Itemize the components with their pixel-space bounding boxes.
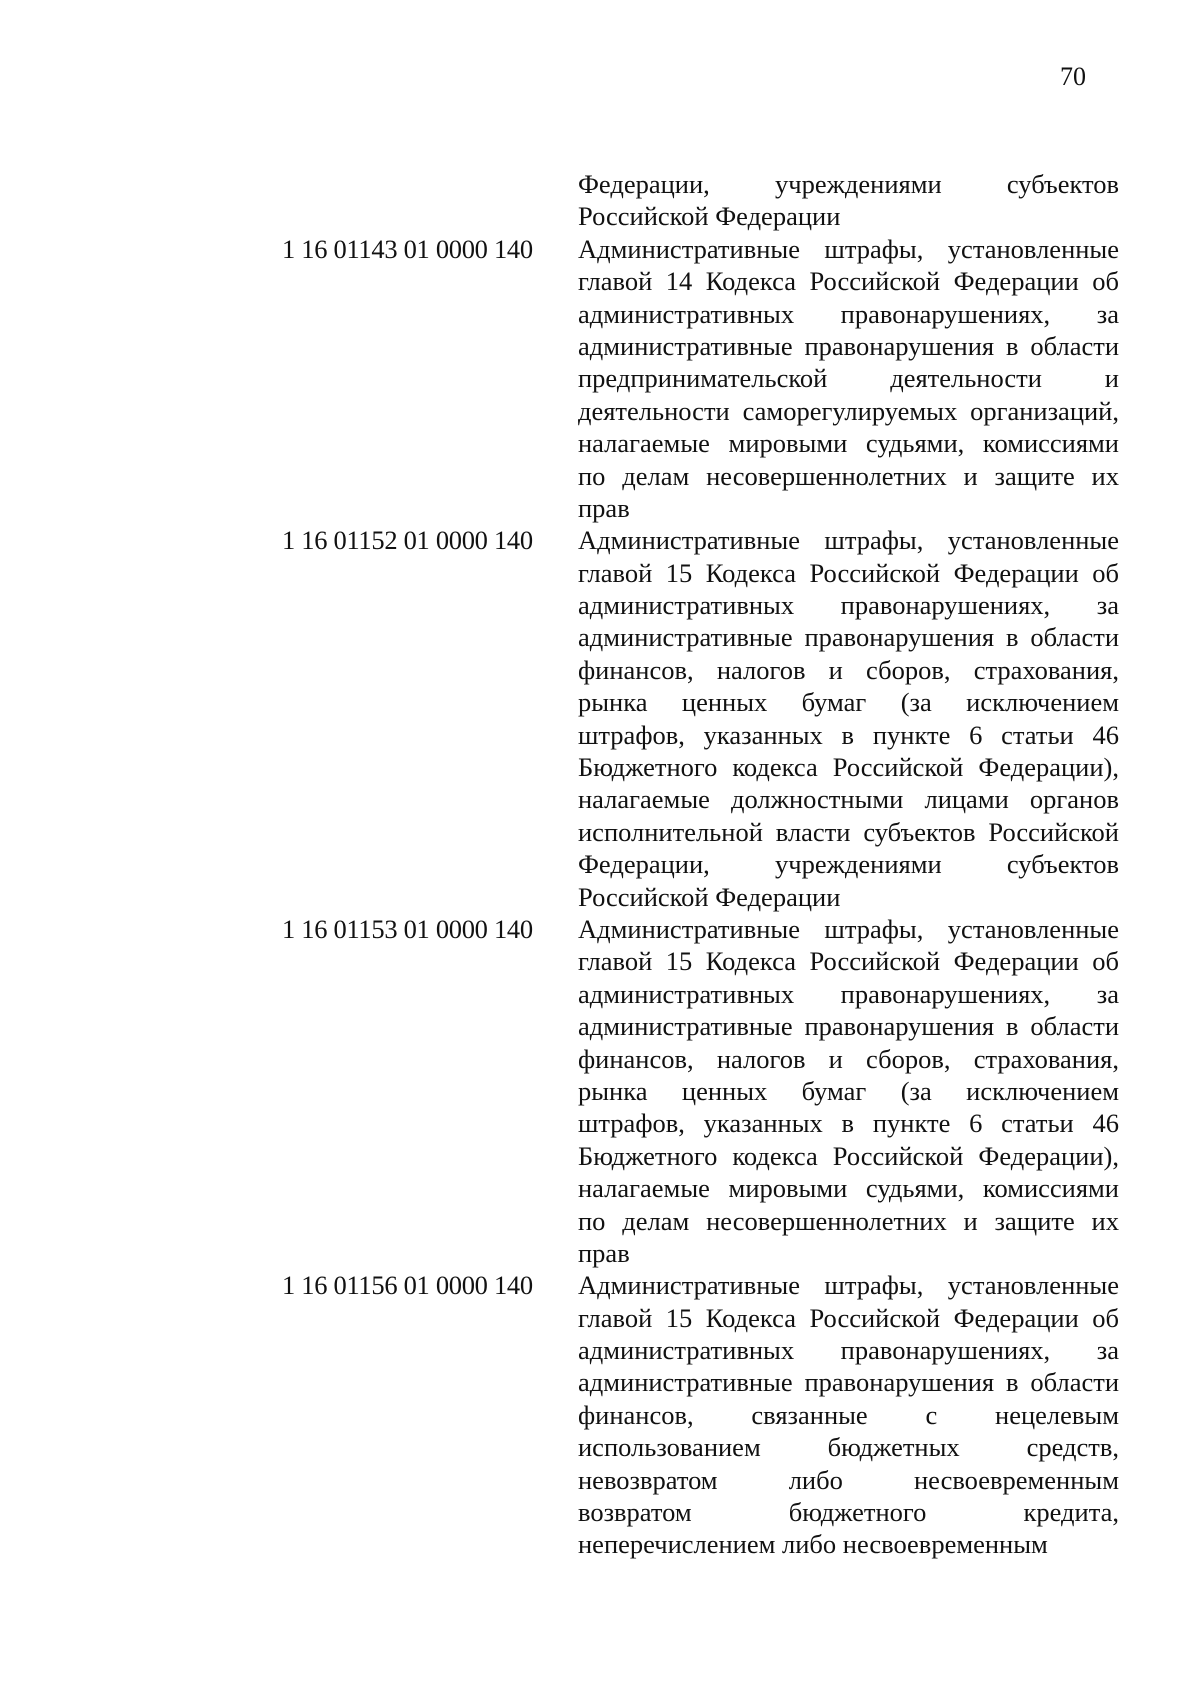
description-line: Административные штрафы, установленные xyxy=(578,1270,1119,1301)
budget-code-table xyxy=(0,168,1200,1561)
code-description xyxy=(578,913,1119,1269)
code-description xyxy=(578,168,1119,233)
description-line: налагаемые мировыми судьями, комиссиями xyxy=(578,428,1119,459)
description-line: штрафов, указанных в пункте 6 статьи 46 xyxy=(578,719,1119,750)
table-row xyxy=(0,524,1200,913)
description-line: финансов, связанные с нецелевым xyxy=(578,1399,1119,1430)
table-row xyxy=(0,913,1200,1269)
budget-classification-code: 1 16 01156 01 0000 140 xyxy=(282,1270,533,1301)
description-line: Российской Федерации xyxy=(578,881,841,912)
description-line: административные правонарушения в области xyxy=(578,1367,1119,1398)
description-line: административных правонарушениях, за xyxy=(578,590,1119,621)
description-line: Федерации, учреждениями субъектов xyxy=(578,169,1119,199)
description-line: возвратом бюджетного кредита, xyxy=(578,1497,1119,1528)
description-line: административные правонарушения в области xyxy=(578,1011,1119,1042)
budget-classification-code: 1 16 01143 01 0000 140 xyxy=(282,233,533,264)
description-line: налагаемые мировыми судьями, комиссиями xyxy=(578,1173,1119,1204)
description-line: главой 15 Кодекса Российской Федерации об xyxy=(578,946,1119,977)
description-line: штрафов, указанных в пункте 6 статьи 46 xyxy=(578,1108,1119,1139)
description-line: административных правонарушениях, за xyxy=(578,978,1119,1009)
code-description xyxy=(578,524,1119,913)
description-line: административные правонарушения в области xyxy=(578,622,1119,653)
budget-classification-code: 1 16 01152 01 0000 140 xyxy=(282,525,533,556)
description-line: Федерации, учреждениями субъектов xyxy=(578,849,1119,880)
description-line: налагаемые должностными лицами органов xyxy=(578,784,1119,815)
description-line: административные правонарушения в области xyxy=(578,330,1119,361)
description-line: по делам несовершеннолетних и защите их xyxy=(578,460,1119,491)
description-line: прав xyxy=(578,492,630,523)
description-line: невозвратом либо несвоевременным xyxy=(578,1464,1119,1495)
description-line: Административные штрафы, установленные xyxy=(578,233,1119,264)
description-line: использованием бюджетных средств, xyxy=(578,1432,1119,1463)
table-row xyxy=(0,1269,1200,1561)
description-line: рынка ценных бумаг (за исключением xyxy=(578,687,1119,718)
description-line: по делам несовершеннолетних и защите их xyxy=(578,1205,1119,1236)
code-description xyxy=(578,1269,1119,1561)
description-line: исполнительной власти субъектов Российской xyxy=(578,816,1119,847)
description-line: Бюджетного кодекса Российской Федерации), xyxy=(578,752,1119,783)
description-line: Российской Федерации xyxy=(578,201,841,232)
description-line: финансов, налогов и сборов, страхования, xyxy=(578,654,1119,685)
description-line: Административные штрафы, установленные xyxy=(578,525,1119,556)
description-line: главой 14 Кодекса Российской Федерации об xyxy=(578,266,1119,297)
budget-classification-code: 1 16 01153 01 0000 140 xyxy=(282,913,533,944)
description-line: Административные штрафы, установленные xyxy=(578,913,1119,944)
code-description xyxy=(578,233,1119,525)
description-line: прав xyxy=(578,1237,630,1268)
description-line: административных правонарушениях, за xyxy=(578,298,1119,329)
table-row xyxy=(0,233,1200,525)
description-line: деятельности саморегулируемых организаций, xyxy=(578,395,1119,426)
description-line: неперечислением либо несвоевременным xyxy=(578,1529,1048,1560)
table-row xyxy=(0,168,1200,233)
description-line: финансов, налогов и сборов, страхования, xyxy=(578,1043,1119,1074)
description-line: Бюджетного кодекса Российской Федерации), xyxy=(578,1140,1119,1171)
description-line: главой 15 Кодекса Российской Федерации об xyxy=(578,1302,1119,1333)
description-line: административных правонарушениях, за xyxy=(578,1335,1119,1366)
description-line: рынка ценных бумаг (за исключением xyxy=(578,1075,1119,1106)
description-line: главой 15 Кодекса Российской Федерации об xyxy=(578,557,1119,588)
description-line: предпринимательской деятельности и xyxy=(578,363,1119,394)
page-number: 70 xyxy=(1060,62,1086,91)
